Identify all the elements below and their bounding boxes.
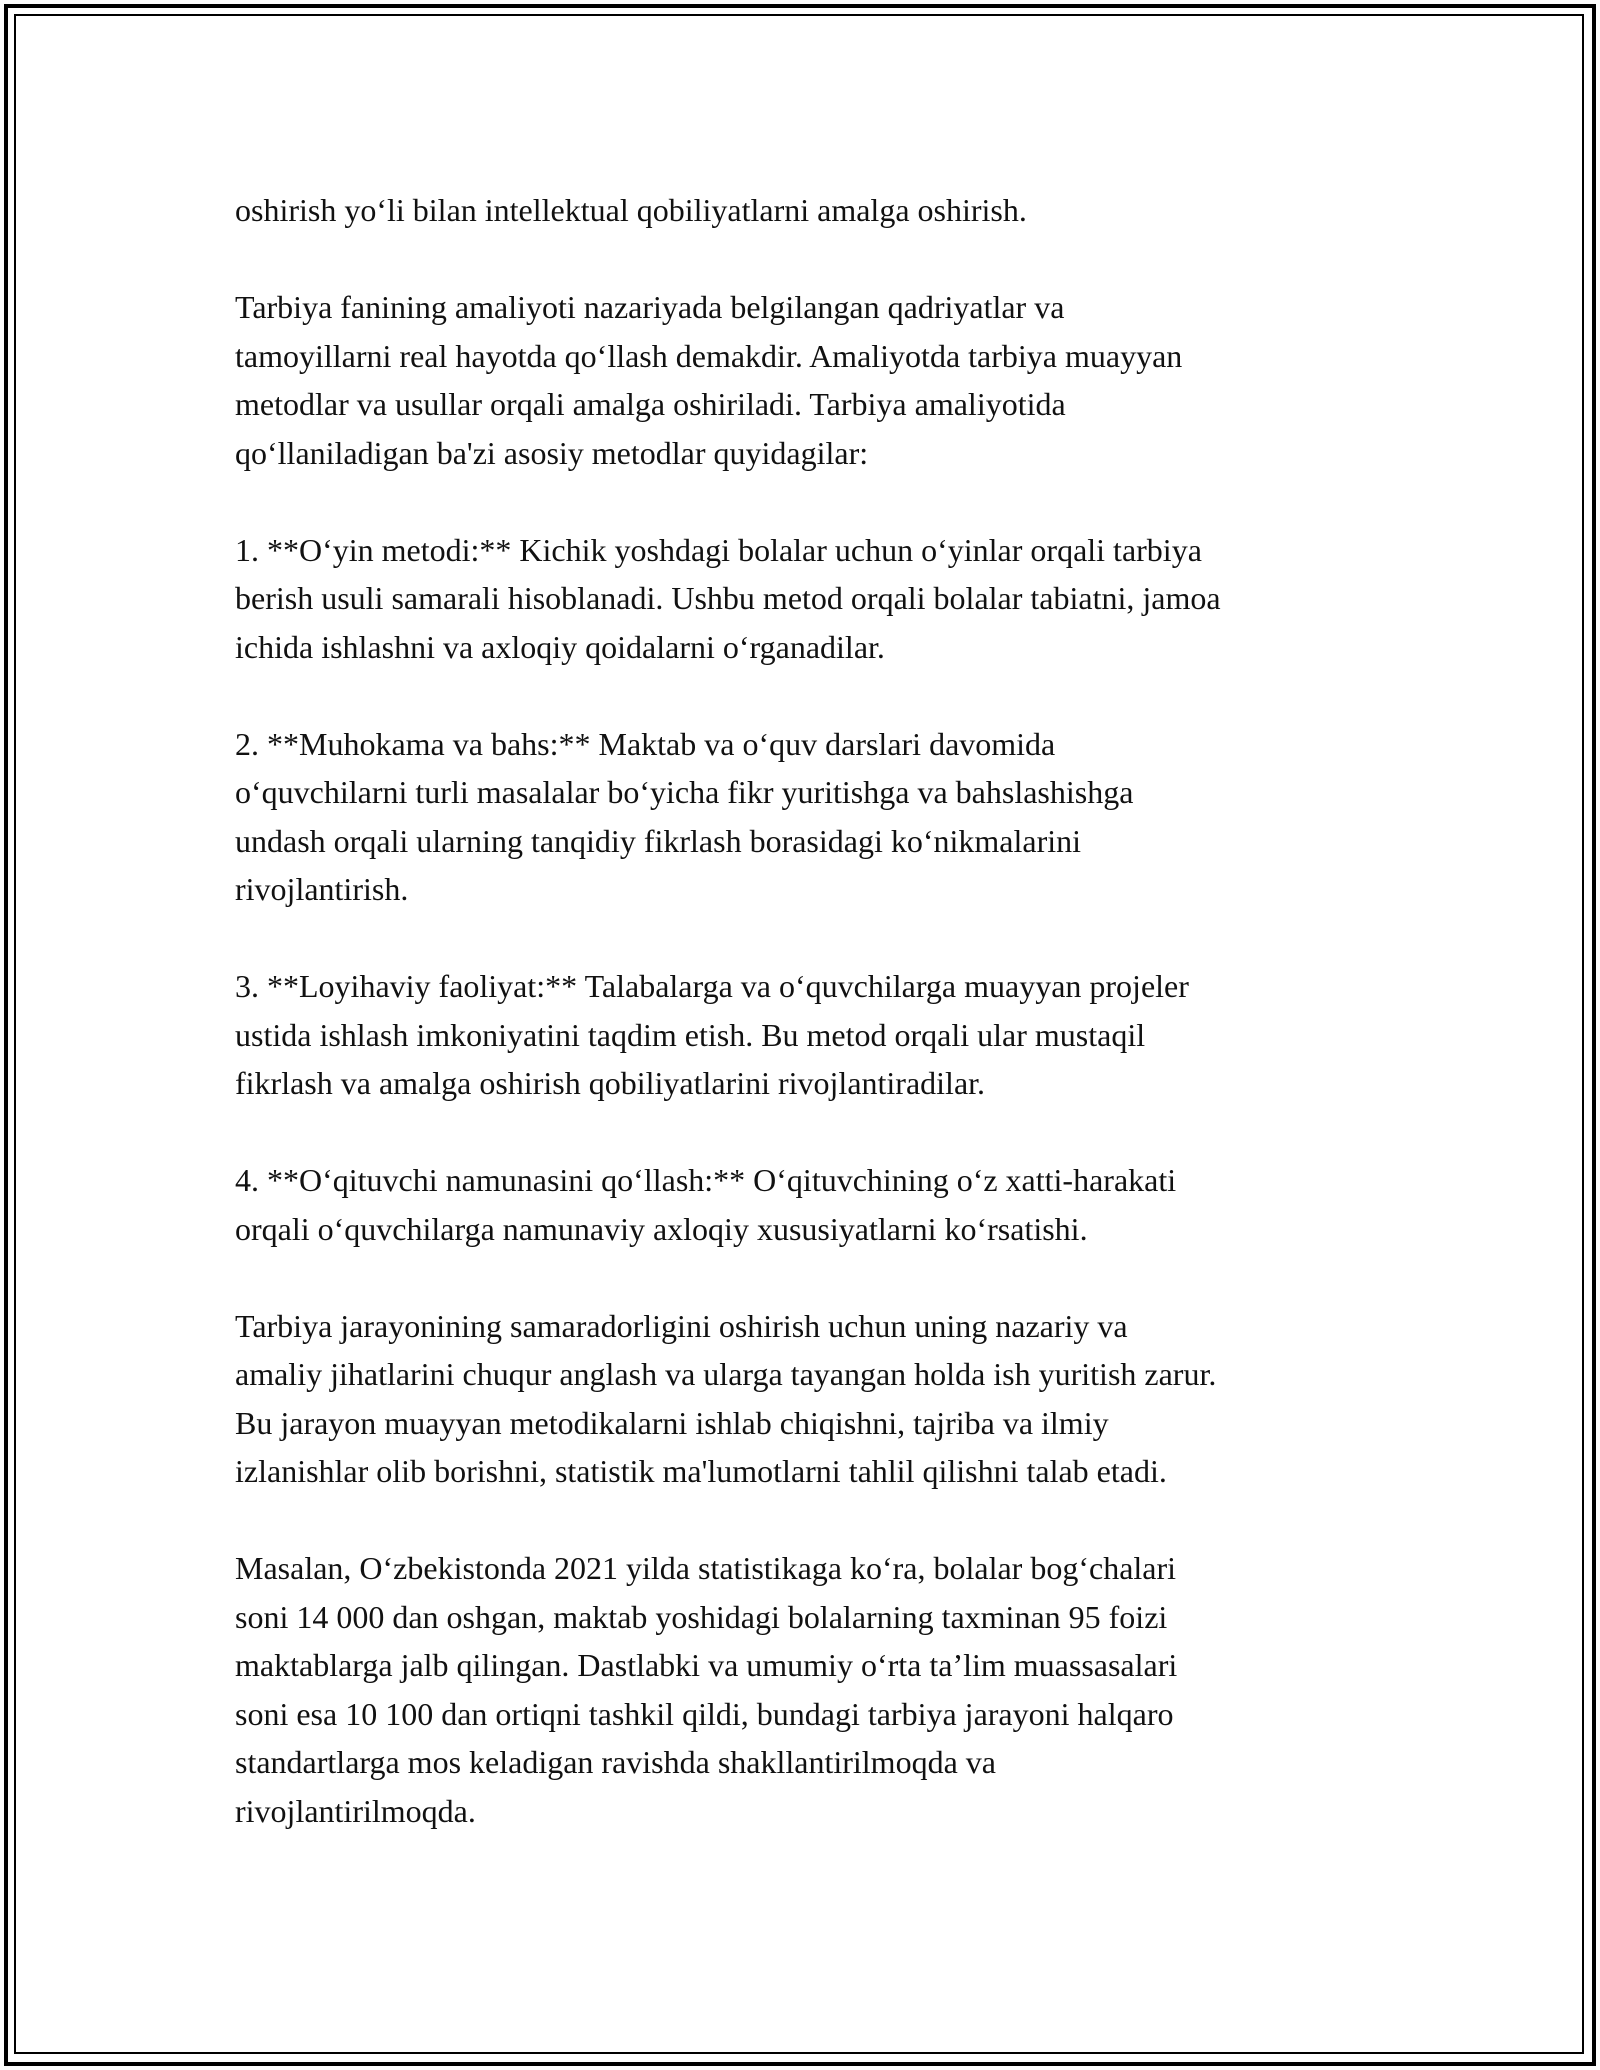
list-item-1: 1. **O‘yin metodi:** Kichik yoshdagi bolalar uchun o‘yinlar orqali tarbiya berish usuli samarali hisoblanadi. Ushbu metod orqali bolalar tabiatni, jamoa ichida ishlashni va axloqiy qoidalarni o‘rganadilar. xyxy=(235,531,1221,665)
list-item-4: 4. **O‘qituvchi namunasini qo‘llash:** O‘qituvchining o‘z xatti-harakati orqali o‘quvchilarga namunaviy axloqiy xususiyatlarni ko‘rsatishi. xyxy=(235,1162,1177,1247)
paragraph-statistics: Masalan, O‘zbekistonda 2021 yilda statistikaga ko‘ra, bolalar bog‘chalari soni 14 000 dan oshgan, maktab yoshidagi bolalarning taxminan 95 foizi maktablarga jalb qilingan. Dastlabki va umumiy o‘rta ta’lim muassasalari soni esa 10 100 dan ortiqni tashkil qildi, bundagi tarbiya jarayoni halqaro standartlarga mos keladigan ravishda shakllantirilmoqda va rivojlantirilmoqda. xyxy=(235,1550,1178,1829)
list-item-3: 3. **Loyihaviy faoliyat:** Talabalarga va o‘quvchilarga muayyan projeler ustida ishlash imkoniyatini taqdim etish. Bu metod orqali ular mustaqil fikrlash va amalga oshirish qobiliyatlarini rivojlantiradilar. xyxy=(235,968,1189,1101)
paragraph-conclusion: Tarbiya jarayonining samaradorligini oshirish uchun uning nazariy va amaliy jihatlarini chuqur anglash va ularga tayangan holda ish yuritish zarur. Bu jarayon muayyan metodikalarni ishlab chiqishni, tajriba va ilmiy izlanishlar olib borishni, statistik ma'lumotlarni tahlil qilishni talab etadi. xyxy=(235,1307,1217,1489)
paragraph-continuation: oshirish yo‘li bilan intellektual qobiliyatlarni amalga oshirish. xyxy=(235,192,1027,228)
paragraph-intro: Tarbiya fanining amaliyoti nazariyada belgilangan qadriyatlar va tamoyillarni real hayotda qo‘llash demakdir. Amaliyotda tarbiya muayyan metodlar va usullar orqali amalga oshiriladi. Tarbiya amaliyotida qo‘llaniladigan ba'zi asosiy metodlar quyidagilar: xyxy=(235,289,1183,471)
document-body xyxy=(235,186,1375,1835)
list-item-2: 2. **Muhokama va bahs:** Maktab va o‘quv darslari davomida o‘quvchilarni turli masalalar bo‘yicha fikr yuritishga va bahslashishga undash orqali ularning tanqidiy fikrlash borasidagi ko‘nikmalarini rivojlantirish. xyxy=(235,725,1134,907)
